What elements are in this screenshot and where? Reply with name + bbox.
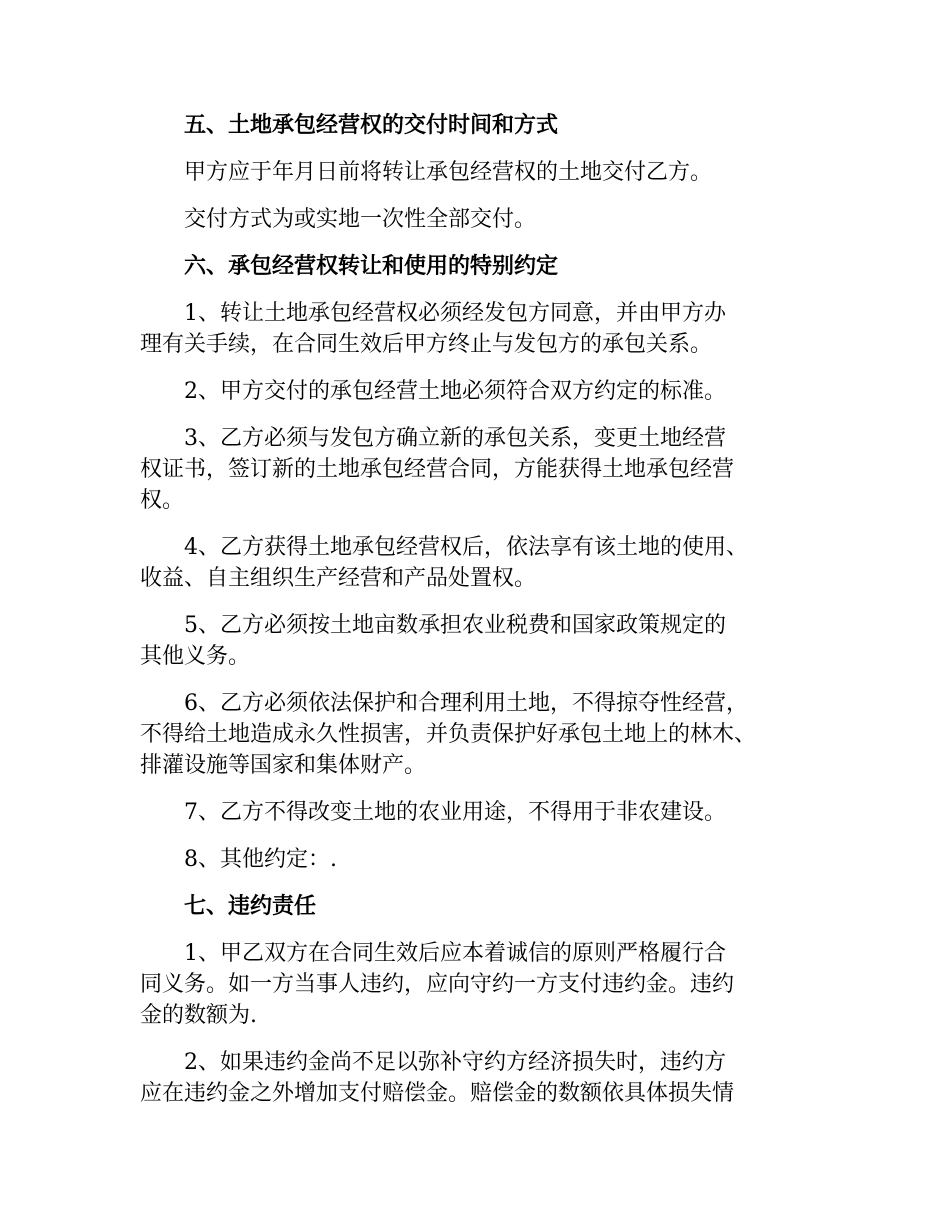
paragraph-line: 不得给土地造成永久性损害，并负责保护好承包土地上的林木、 [140, 722, 757, 747]
paragraph-line: 2、甲方交付的承包经营土地必须符合双方约定的标准。 [184, 379, 726, 404]
paragraph-line: 排灌设施等国家和集体财产。 [140, 753, 427, 778]
section-heading-6: 六、承包经营权转让和使用的特别约定 [184, 254, 559, 279]
paragraph [140, 157, 830, 188]
paragraph [140, 423, 830, 516]
paragraph-line: 权证书，签订新的土地承包经营合同，方能获得土地承包经营 [140, 457, 735, 482]
document-body [140, 110, 830, 1125]
paragraph [140, 938, 830, 1031]
paragraph [140, 532, 830, 594]
paragraph-line: 理有关手续，在合同生效后甲方终止与发包方的承包关系。 [140, 332, 713, 357]
paragraph [140, 1047, 830, 1109]
paragraph-line: 8、其他约定：. [184, 847, 337, 872]
paragraph-line: 4、乙方获得土地承包经营权后，依法享有该土地的使用、 [184, 535, 748, 560]
paragraph-line: 其他义务。 [140, 644, 251, 669]
paragraph-line: 6、乙方必须依法保护和合理利用土地，不得掠夺性经营， [184, 691, 748, 716]
paragraph-line: 1、甲乙双方在合同生效后应本着诚信的原则严格履行合 [184, 941, 726, 966]
section-heading-5: 五、土地承包经营权的交付时间和方式 [184, 113, 559, 138]
paragraph-line: 2、如果违约金尚不足以弥补守约方经济损失时，违约方 [184, 1050, 726, 1075]
paragraph [140, 844, 830, 875]
paragraph-line: 甲方应于年月日前将转让承包经营权的土地交付乙方。 [184, 160, 713, 185]
paragraph [140, 376, 830, 407]
section-heading-7: 七、违约责任 [184, 894, 317, 919]
paragraph-line: 5、乙方必须按土地亩数承担农业税费和国家政策规定的 [184, 613, 726, 638]
paragraph-line: 1、转让土地承包经营权必须经发包方同意，并由甲方办 [184, 301, 726, 326]
paragraph-line: 交付方式为或实地一次性全部交付。 [184, 207, 537, 232]
paragraph-line: 7、乙方不得改变土地的农业用途，不得用于非农建设。 [184, 800, 726, 825]
paragraph [140, 797, 830, 828]
paragraph [140, 204, 830, 235]
paragraph [140, 688, 830, 781]
paragraph-line: 金的数额为. [140, 1003, 257, 1028]
paragraph [140, 298, 830, 360]
paragraph [140, 610, 830, 672]
paragraph-line: 权。 [140, 488, 185, 513]
paragraph-line: 3、乙方必须与发包方确立新的承包关系，变更土地经营 [184, 426, 726, 451]
paragraph-line: 收益、自主组织生产经营和产品处置权。 [140, 566, 537, 591]
paragraph-line: 应在违约金之外增加支付赔偿金。赔偿金的数额依具体损失情 [140, 1081, 735, 1106]
paragraph-line: 同义务。如一方当事人违约，应向守约一方支付违约金。违约 [140, 972, 735, 997]
